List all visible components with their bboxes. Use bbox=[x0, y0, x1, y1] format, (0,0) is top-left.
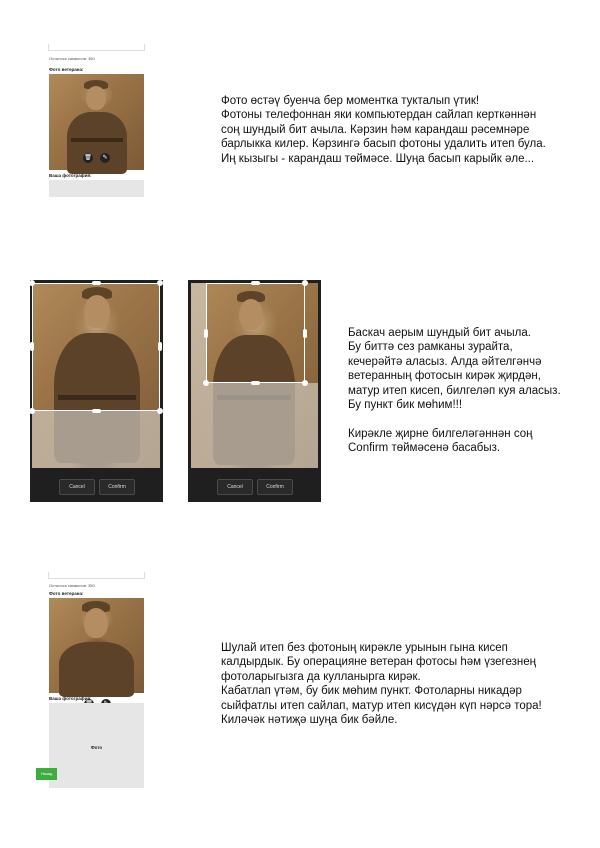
crop-handle-bottom[interactable] bbox=[251, 381, 260, 385]
crop-outside-area bbox=[32, 411, 160, 468]
confirm-button[interactable]: Confirm bbox=[99, 479, 135, 495]
char-counter: Осталось символов: 350 bbox=[49, 56, 95, 61]
veteran-photo-cropped bbox=[49, 598, 144, 693]
crop-handle-right[interactable] bbox=[158, 342, 162, 351]
cancel-button[interactable]: Cancel bbox=[217, 479, 253, 495]
section3-text: Шулай итеп без фотоның кирәкле урынын гына кисеп калдырдык. Бу операцияне ветеран фотосы һәм үзегезнең фотоларыгызга да кулланырга кирәк. Кабатлап үтәм, бу бик мөһим пункт. Фотоларны никадәр сыйфатлы итеп сайлап, матур итеп кисүдән күп нәрсә тора! Киләчәк нәтиҗә шуңа бик бәйле. bbox=[221, 642, 542, 727]
crop-handle-left[interactable] bbox=[30, 342, 34, 351]
veteran-photo bbox=[49, 74, 144, 170]
crop-handle-br[interactable] bbox=[157, 408, 163, 414]
crop-handle-tl[interactable] bbox=[29, 280, 35, 286]
char-counter: Осталось символов: 350 bbox=[49, 583, 95, 588]
trash-icon[interactable]: 🗑 bbox=[84, 155, 92, 161]
crop-editor-right bbox=[188, 280, 321, 502]
crop-frame[interactable] bbox=[206, 283, 305, 383]
crop-handle-top[interactable] bbox=[251, 281, 260, 285]
crop-handle-top[interactable] bbox=[92, 281, 101, 285]
crop-handle-bottom[interactable] bbox=[92, 409, 101, 413]
cancel-button[interactable]: Cancel bbox=[59, 479, 95, 495]
form-screenshot-2 bbox=[40, 572, 145, 788]
veteran-photo-label: Фото ветерана: bbox=[49, 591, 84, 596]
crop-handle-bl[interactable] bbox=[29, 408, 35, 414]
photo-placeholder: Фото bbox=[90, 745, 103, 750]
your-photo-label: Ваша фотография: bbox=[49, 173, 92, 178]
crop-editor-left bbox=[30, 280, 163, 502]
back-button[interactable]: Назад bbox=[36, 768, 57, 780]
section2-text: Баскач аерым шундый бит ачыла. Бу биттә сез рамканы зурайта, кечерәйтә аласыз. Алда әйтелгәнчә ветеранның фотосын кирәк җирдән, матур итеп кисеп, билгеләп куя аласыз. Бу пункт бик мөһим!!! Кирәкле җирне билгеләгәннән соң Confirm төймәсенә басабыз. bbox=[348, 327, 561, 455]
section1-text: Фото өстәү буенча бер моментка тукталып үтик! Фотоны телефоннан яки компьютердан сайлап кертк​әннән соң шундый бит ачыла. Кәрзин һәм карандаш рәсемнәре барлыкка килер. Кәрзингә басып фотоны удалить итеп була. Иң кызыгы - карандаш төймәсе. Шуңа басып карыйк әле... bbox=[221, 95, 546, 165]
veteran-photo-label: Фото ветерана: bbox=[49, 67, 84, 72]
your-photo-label: Ваша фотография: bbox=[49, 696, 92, 701]
crop-frame[interactable] bbox=[32, 283, 160, 411]
form-screenshot-1 bbox=[48, 44, 145, 197]
text-input-bottom[interactable] bbox=[48, 572, 145, 579]
crop-handle-br[interactable] bbox=[302, 380, 308, 386]
pencil-icon[interactable]: ✎ bbox=[100, 153, 110, 163]
crop-handle-tr[interactable] bbox=[302, 280, 308, 286]
crop-handle-tr[interactable] bbox=[157, 280, 163, 286]
your-photo-upload-area[interactable] bbox=[49, 180, 144, 197]
confirm-button[interactable]: Confirm bbox=[257, 479, 293, 495]
crop-handle-bl[interactable] bbox=[203, 380, 209, 386]
crop-handle-right[interactable] bbox=[303, 329, 307, 338]
your-photo-upload-area[interactable] bbox=[49, 703, 144, 788]
crop-handle-left[interactable] bbox=[204, 329, 208, 338]
text-input-bottom[interactable] bbox=[48, 44, 145, 51]
crop-outside-bottom bbox=[191, 383, 318, 468]
